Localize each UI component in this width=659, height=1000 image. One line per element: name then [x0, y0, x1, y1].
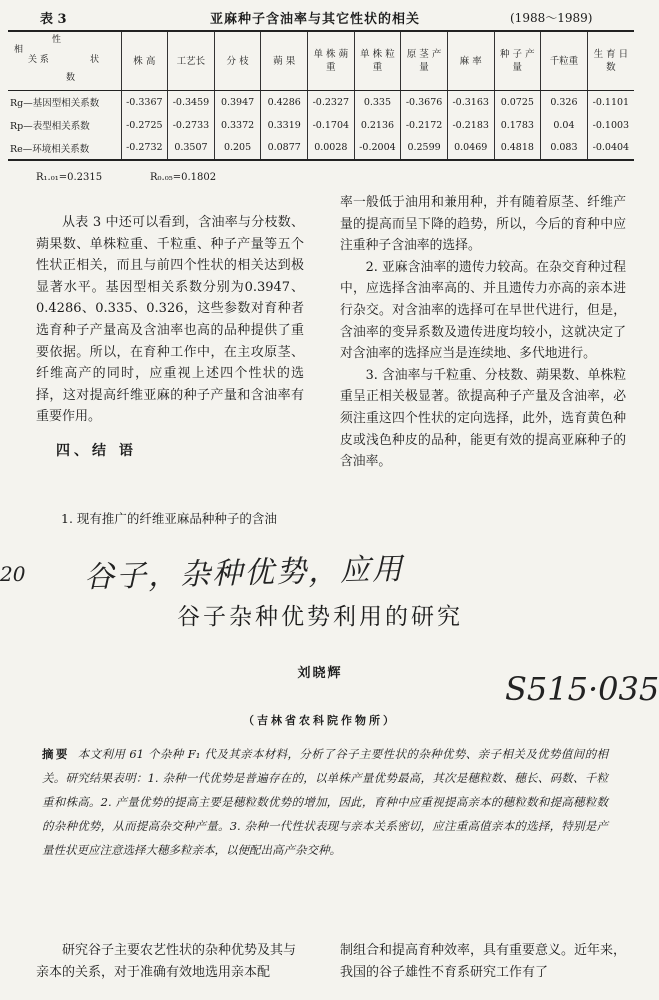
table-cell: -0.3676 [401, 91, 448, 114]
table-cell: -0.2725 [121, 114, 168, 137]
table-cell: 0.083 [541, 137, 588, 160]
abstract-text: 本文利用 61 个杂种 F₁ 代及其亲本材料，分析了谷子主要性状的杂种优势、亲子相关及优势值间的相关。研究结果表明：1. 杂种一代优势是普遍存在的，以单株产量优势最高，其次是穗粒数、穗长、码数、千粒重和株高。2. 产量优势的提高主要是穗粒数优势的增加，因此，育种中应重视提高亲本的穗粒数和提高穗粒数的杂种优势，从而提高杂交种产量。3. 杂种一代性状表现与亲本关系密切，应注重高值亲本的选择，特别是产量性状更应注意选择大穗多粒亲本，以便配出高产杂交种。 [42, 747, 609, 857]
article-author: 刘晓辉 [297, 666, 343, 681]
paragraph: 率一般低于油用和兼用种，并有随着原茎、纤维产量的提高而呈下降的趋势，所以，今后的育种中应注重种子含油率的选择。 [340, 195, 626, 254]
table-cell: 0.0877 [261, 137, 308, 160]
handwritten-keywords: 谷子，杂种优势，应用 [83, 551, 405, 596]
conclusion-item-1: 1. 现有推广的纤维亚麻品种种子的含油 [61, 511, 277, 526]
article-affiliation: （吉林省农科院作物所） [243, 714, 397, 727]
left-column [36, 212, 304, 428]
table-cell: 0.04 [541, 114, 588, 137]
table-corner-cell [8, 31, 121, 91]
table-years: (1988～1989) [510, 11, 593, 25]
column-header: 千粒重 [541, 31, 588, 91]
table-cell: 0.0725 [494, 91, 541, 114]
column-header: 蒴 果 [261, 31, 308, 91]
table-cell: 0.3947 [214, 91, 261, 114]
row-label: Rp—表型相关系数 [10, 121, 90, 132]
table-cell: -0.2004 [354, 137, 401, 160]
column-header: 分 枝 [214, 31, 261, 91]
column-header: 株 高 [121, 31, 168, 91]
column-header: 单 株 蒴 重 [308, 31, 355, 91]
table-cell: 0.3372 [214, 114, 261, 137]
table-cell: -0.3163 [447, 91, 494, 114]
table-cell: 0.326 [541, 91, 588, 114]
table-cell: 0.1783 [494, 114, 541, 137]
table-label: 表 3 [40, 12, 67, 27]
table-cell: 0.3507 [168, 137, 215, 160]
table-row-phenotypic [8, 114, 634, 137]
table-cell: -0.0404 [587, 137, 634, 160]
paragraph: 2. 亚麻含油率的遗传力较高。在杂交育种过程中，应选择含油率高的、并且遗传力亦高的亲本进行杂交。对含油率的选择可在早世代进行，但是，含油率的变异系数及遗传进度均较小，这就决定了对含油率的选择应当是连续地、多代地进行。 [340, 259, 626, 362]
table-cell: 0.335 [354, 91, 401, 114]
column-header: 工艺长 [168, 31, 215, 91]
body-text-right: 制组合和提高育种效率，具有重要意义。近年来，我国的谷子雄性不育系研究工作有了 [340, 943, 627, 980]
column-header: 生 育 日 数 [587, 31, 634, 91]
table-row-environmental [8, 137, 634, 160]
table-cell: 0.0469 [447, 137, 494, 160]
column-header: 麻 率 [447, 31, 494, 91]
table-cell: -0.2172 [401, 114, 448, 137]
table-cell: 0.205 [214, 137, 261, 160]
table-cell: 0.3319 [261, 114, 308, 137]
article-title: 谷子杂种优势利用的研究 [177, 604, 463, 630]
corner-label-mid2: 状 [90, 55, 100, 65]
handwritten-classification-code: S515·035 [505, 670, 659, 708]
right-column [340, 192, 626, 473]
table-cell: -0.2733 [168, 114, 215, 137]
abstract [42, 742, 608, 862]
table-cell: 0.2136 [354, 114, 401, 137]
table-cell: 0.4286 [261, 91, 308, 114]
table-footnote-2: R₀.₀₅=0.1802 [150, 172, 217, 183]
table-cell: -0.3459 [168, 91, 215, 114]
table-cell: -0.3367 [121, 91, 168, 114]
handwritten-number: 20 [0, 562, 26, 586]
table-header-row [8, 31, 634, 91]
paragraph: 3. 含油率与千粒重、分枝数、蒴果数、单株粒重呈正相关极显著。欲提高种子产量及含油率，必须注重这四个性状的定向选择，此外，选育黄色种皮或浅色种皮的品种，能更有效的提高亚麻种子的含油率。 [340, 367, 626, 470]
corner-label-left: 相 [14, 45, 24, 55]
table-cell: 0.0028 [308, 137, 355, 160]
column-header: 单 株 粒 重 [354, 31, 401, 91]
paragraph: 从表 3 中还可以看到，含油率与分枝数、蒴果数、单株粒重、千粒重、种子产量等五个性状正相关，而且与前四个性状的相关达到极显著水平。基因型相关系数分别为0.3947、0.4286、0.335、0.326，这些参数对育种者选育种子产量高及含油率也高的品种提供了重要依据。所以，在育种工作中，在主攻原茎、纤维高产的同时，应重视上述四个性状的选择，这对提高纤维亚麻的种子产量和含油率有重要作用。 [36, 215, 304, 425]
table-cell: 0.4818 [494, 137, 541, 160]
corner-label-bottom: 数 [66, 73, 76, 83]
section-heading: 四、结 语 [56, 443, 137, 459]
column-header: 原 茎 产 量 [401, 31, 448, 91]
correlation-table [8, 30, 634, 161]
table-cell: -0.2183 [447, 114, 494, 137]
table-title: 亚麻种子含油率与其它性状的相关 [210, 12, 421, 27]
row-label: Rg—基因型相关系数 [10, 98, 100, 110]
abstract-label: 摘要 [42, 747, 70, 761]
table-cell: -0.1101 [587, 91, 634, 114]
table-cell: -0.1704 [308, 114, 355, 137]
table-cell: 0.2599 [401, 137, 448, 160]
row-label: Re—环境相关系数 [8, 137, 121, 160]
corner-label-top: 性 [52, 35, 62, 45]
body-text-left: 研究谷子主要农艺性状的杂种优势及其与亲本的关系，对于准确有效地选用亲本配 [36, 943, 297, 980]
table-cell: -0.2327 [308, 91, 355, 114]
table-cell: -0.1003 [587, 114, 634, 137]
column-header: 种 子 产 量 [494, 31, 541, 91]
table-row-genotypic [8, 91, 634, 114]
table-footnote-1: R₁.₀₁=0.2315 [36, 172, 103, 183]
corner-label-mid: 关 系 [28, 55, 49, 65]
table-cell: -0.2732 [121, 137, 168, 160]
